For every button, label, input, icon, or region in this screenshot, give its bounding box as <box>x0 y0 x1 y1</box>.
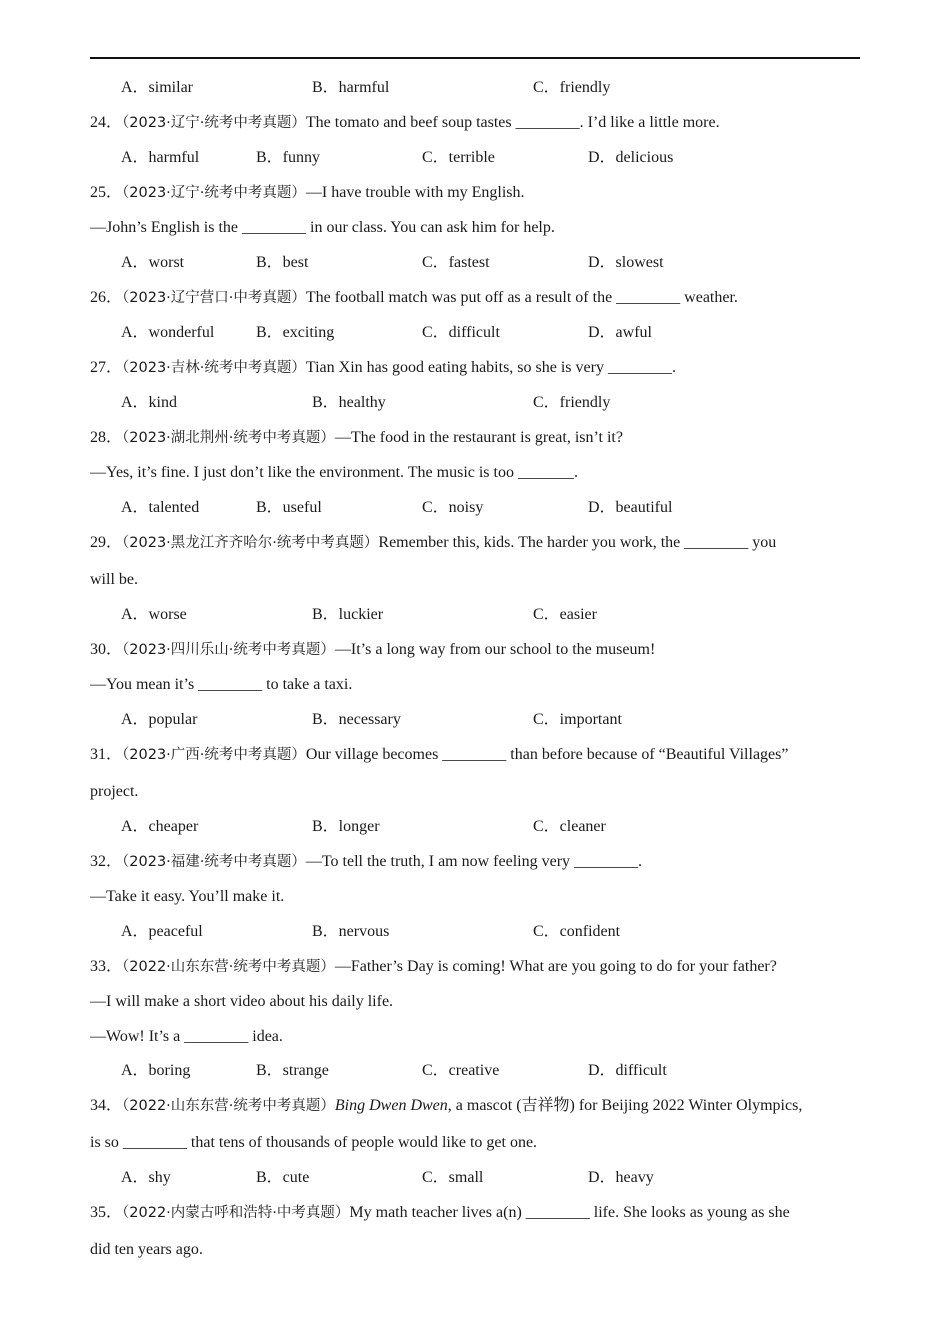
question-30 <box>90 640 655 660</box>
question-stem-line: is so ________ that tens of thousands of people would like to get one. <box>90 1134 538 1151</box>
question-number: 32． <box>90 853 123 870</box>
option-b[interactable]: B．funny <box>256 149 321 166</box>
option-c[interactable]: C．easier <box>533 606 597 623</box>
question-29 <box>90 533 776 553</box>
option-c[interactable]: C．small <box>422 1169 484 1186</box>
question-stem-line: —John’s English is the ________ in our class. You can ask him for help. <box>90 219 555 236</box>
option-b[interactable]: B．exciting <box>256 324 335 341</box>
question-27 <box>90 358 676 378</box>
option-c[interactable]: C．difficult <box>422 324 500 341</box>
option-a[interactable]: A．worse <box>121 606 187 623</box>
question-number: 24． <box>90 114 123 131</box>
question-stem: My math teacher lives a(n) ________ life. She looks as young as she <box>349 1204 790 1221</box>
option-b[interactable]: B．strange <box>256 1062 329 1079</box>
mascot-name: Bing Dwen Dwen <box>334 1097 448 1114</box>
question-stem-line: will be. <box>90 571 138 588</box>
question-28 <box>90 428 623 448</box>
question-source: （2023·广西·统考中考真题） <box>122 747 306 763</box>
question-31 <box>90 745 788 765</box>
question-26 <box>90 288 738 308</box>
option-d[interactable]: D．heavy <box>588 1169 654 1186</box>
question-stem-line: —You mean it’s ________ to take a taxi. <box>90 676 353 693</box>
option-a[interactable]: A．peaceful <box>121 923 203 940</box>
question-source: （2023·吉林·统考中考真题） <box>122 360 306 376</box>
option-b[interactable]: B．useful <box>256 499 322 516</box>
option-c[interactable]: C．fastest <box>422 254 490 271</box>
option-b[interactable]: B．best <box>256 254 309 271</box>
question-stem: —The food in the restaurant is great, isn’t it? <box>334 429 623 446</box>
option-d[interactable]: D．slowest <box>588 254 664 271</box>
question-25 <box>90 183 525 203</box>
option-d[interactable]: D．awful <box>588 324 652 341</box>
question-stem: —Father’s Day is coming! What are you going to do for your father? <box>334 958 777 975</box>
option-c[interactable]: C．creative <box>422 1062 500 1079</box>
question-stem-line: —Wow! It’s a ________ idea. <box>90 1028 283 1045</box>
header-rule <box>90 57 860 59</box>
question-source: （2023·辽宁·统考中考真题） <box>122 185 306 201</box>
question-stem: —It’s a long way from our school to the museum! <box>334 641 656 658</box>
question-number: 29． <box>90 534 123 551</box>
question-source: （2022·内蒙古呼和浩特·中考真题） <box>122 1205 350 1221</box>
option-a[interactable]: A．boring <box>121 1062 191 1079</box>
question-number: 28． <box>90 429 123 446</box>
question-stem: , a mascot (吉祥物) for Beijing 2022 Winter Olympics, <box>447 1097 803 1114</box>
option-c[interactable]: C．noisy <box>422 499 484 516</box>
option-b[interactable]: B．harmful <box>312 79 390 96</box>
question-source: （2023·辽宁营口·中考真题） <box>122 290 306 306</box>
question-number: 31． <box>90 746 123 763</box>
option-a[interactable]: A．popular <box>121 711 198 728</box>
option-c[interactable]: C．friendly <box>533 79 611 96</box>
option-a[interactable]: A．kind <box>121 394 178 411</box>
option-b[interactable]: B．necessary <box>312 711 401 728</box>
option-b[interactable]: B．healthy <box>312 394 386 411</box>
option-b[interactable]: B．longer <box>312 818 380 835</box>
question-source: （2023·辽宁·统考中考真题） <box>122 115 306 131</box>
option-b[interactable]: B．luckier <box>312 606 384 623</box>
question-stem: —I have trouble with my English. <box>305 184 525 201</box>
question-stem: Our village becomes ________ than before because of “Beautiful Villages” <box>305 746 789 763</box>
question-source: （2022·山东东营·统考中考真题） <box>122 1098 335 1114</box>
option-b[interactable]: B．nervous <box>312 923 390 940</box>
question-number: 25． <box>90 184 123 201</box>
question-stem: The tomato and beef soup tastes ________. I’d like a little more. <box>305 114 720 131</box>
question-number: 27． <box>90 359 123 376</box>
question-35 <box>90 1203 790 1223</box>
question-source: （2023·四川乐山·统考中考真题） <box>122 642 335 658</box>
option-a[interactable]: A．talented <box>121 499 200 516</box>
question-number: 34． <box>90 1097 123 1114</box>
question-number: 33． <box>90 958 123 975</box>
option-c[interactable]: C．friendly <box>533 394 611 411</box>
option-a[interactable]: A．cheaper <box>121 818 199 835</box>
option-a[interactable]: A．worst <box>121 254 185 271</box>
question-number: 26． <box>90 289 123 306</box>
question-source: （2023·湖北荆州·统考中考真题） <box>122 430 335 446</box>
option-c[interactable]: C．cleaner <box>533 818 606 835</box>
question-source: （2022·山东东营·统考中考真题） <box>122 959 335 975</box>
option-b[interactable]: B．cute <box>256 1169 310 1186</box>
question-stem: The football match was put off as a result of the ________ weather. <box>305 289 738 306</box>
option-d[interactable]: D．delicious <box>588 149 674 166</box>
option-c[interactable]: C．important <box>533 711 622 728</box>
question-stem-line: project. <box>90 783 139 800</box>
option-a[interactable]: A．similar <box>121 79 193 96</box>
question-stem-line: —I will make a short video about his daily life. <box>90 993 394 1010</box>
question-stem-line: did ten years ago. <box>90 1241 203 1258</box>
option-c[interactable]: C．confident <box>533 923 621 940</box>
option-a[interactable]: A．wonderful <box>121 324 215 341</box>
question-stem: Tian Xin has good eating habits, so she is very ________. <box>305 359 676 376</box>
question-number: 30． <box>90 641 123 658</box>
option-a[interactable]: A．shy <box>121 1169 171 1186</box>
question-stem: Remember this, kids. The harder you work, the ________ you <box>378 534 777 551</box>
option-d[interactable]: D．difficult <box>588 1062 667 1079</box>
question-source: （2023·黑龙江齐齐哈尔·统考中考真题） <box>122 535 379 551</box>
question-33 <box>90 957 777 977</box>
question-source: （2023·福建·统考中考真题） <box>122 854 306 870</box>
option-d[interactable]: D．beautiful <box>588 499 673 516</box>
option-a[interactable]: A．harmful <box>121 149 200 166</box>
question-24 <box>90 113 720 133</box>
option-c[interactable]: C．terrible <box>422 149 495 166</box>
question-stem: —To tell the truth, I am now feeling very ________. <box>305 853 643 870</box>
question-32 <box>90 852 642 872</box>
question-stem-line: —Yes, it’s fine. I just don’t like the environment. The music is too _______. <box>90 464 578 481</box>
question-stem-line: —Take it easy. You’ll make it. <box>90 888 285 905</box>
question-number: 35． <box>90 1204 123 1221</box>
question-34 <box>90 1096 802 1116</box>
